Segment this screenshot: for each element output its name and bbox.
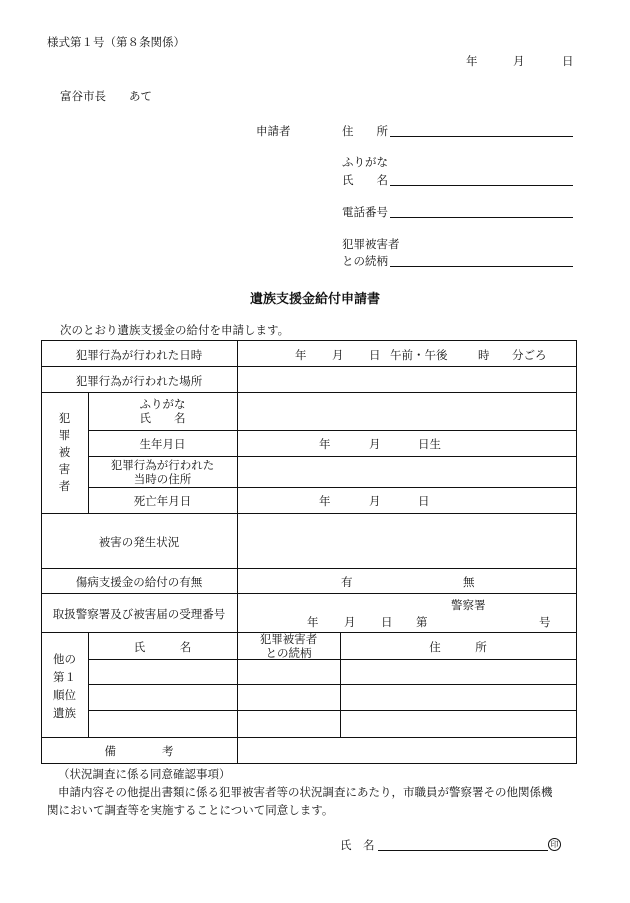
- applicant-relation-label-2: との続柄: [342, 254, 388, 268]
- victim-name-label: ふりがな 氏 名: [139, 397, 186, 425]
- victim-birth-label: 生年月日: [139, 437, 186, 451]
- police-month: 月: [344, 615, 356, 629]
- police-label: 取扱警察署及び被害届の受理番号: [52, 607, 226, 621]
- consent-text-2: 関において調査等を実施することについて同意します。: [47, 803, 334, 817]
- intro-text: 次のとおり遺族支援金の給付を申請します。: [60, 323, 290, 337]
- damage-label: 被害の発生状況: [98, 535, 180, 549]
- birth-year: 年: [319, 437, 331, 451]
- police-number-suffix: 号: [539, 615, 551, 629]
- applicant-phone-label: 電話番号: [342, 205, 388, 219]
- applicant-label: 申請者: [256, 124, 291, 138]
- injury-support-no[interactable]: 無: [463, 575, 475, 589]
- other-address-header: 住 所: [429, 640, 487, 654]
- applicant-name-field[interactable]: [390, 185, 573, 186]
- form-number: 様式第１号（第８条関係）: [47, 35, 185, 49]
- remarks-label: 備 考: [104, 744, 174, 758]
- crime-dt-hour: 時: [478, 348, 490, 362]
- applicant-furigana-label: ふりがな: [342, 155, 388, 169]
- crime-place-label: 犯罪行為が行われた場所: [75, 374, 203, 388]
- crime-dt-month: 月: [332, 348, 344, 362]
- crime-datetime-label: 犯罪行為が行われた日時: [75, 348, 203, 362]
- crime-dt-minute: 分ごろ: [512, 348, 547, 362]
- injury-support-label: 傷病支援金の給付の有無: [75, 575, 203, 589]
- other-name-header: 氏 名: [133, 640, 192, 654]
- consent-text-1: 申請内容その他提出書類に係る犯罪被害者等の状況調査にあたり，市職員が警察署その他関係機: [58, 785, 553, 799]
- date-year-label: 年: [466, 54, 478, 68]
- police-year: 年: [307, 615, 319, 629]
- applicant-relation-field[interactable]: [390, 266, 573, 267]
- date-month-label: 月: [513, 54, 525, 68]
- applicant-address-field[interactable]: [390, 136, 573, 137]
- document-title: 遺族支援金給付申請書: [249, 292, 380, 307]
- consent-name-label: 氏 名: [340, 838, 375, 852]
- crime-dt-ampm: 午前・午後: [390, 348, 448, 362]
- other-relation-header: 犯罪被害者 との続柄: [259, 632, 318, 660]
- birth-month: 月: [369, 437, 381, 451]
- other-survivors-label: 他の 第１ 順位 遺族: [53, 652, 76, 720]
- victim-group-label: 犯 罪 被 害 者: [58, 411, 71, 493]
- applicant-address-label: 住 所: [342, 124, 388, 138]
- injury-support-yes[interactable]: 有: [341, 575, 353, 589]
- crime-dt-day: 日: [369, 348, 381, 362]
- consent-heading: （状況調査に係る同意確認事項）: [58, 767, 231, 781]
- date-day-label: 日: [562, 54, 574, 68]
- victim-address-label: 犯罪行為が行われた 当時の住所: [110, 458, 215, 486]
- police-station: 警察署: [451, 598, 486, 612]
- death-day: 日: [418, 494, 430, 508]
- applicant-phone-field[interactable]: [390, 217, 573, 218]
- police-day: 日: [381, 615, 393, 629]
- addressee: 富谷市長 あて: [60, 89, 152, 103]
- applicant-name-label: 氏 名: [342, 173, 388, 187]
- death-year: 年: [319, 494, 331, 508]
- crime-dt-year: 年: [295, 348, 307, 362]
- birth-day: 日生: [418, 437, 441, 451]
- victim-death-label: 死亡年月日: [133, 494, 192, 508]
- seal-icon: 印: [548, 836, 561, 851]
- consent-name-field[interactable]: [378, 850, 548, 851]
- death-month: 月: [369, 494, 381, 508]
- applicant-relation-label-1: 犯罪被害者: [342, 237, 400, 251]
- police-number-prefix: 第: [416, 615, 428, 629]
